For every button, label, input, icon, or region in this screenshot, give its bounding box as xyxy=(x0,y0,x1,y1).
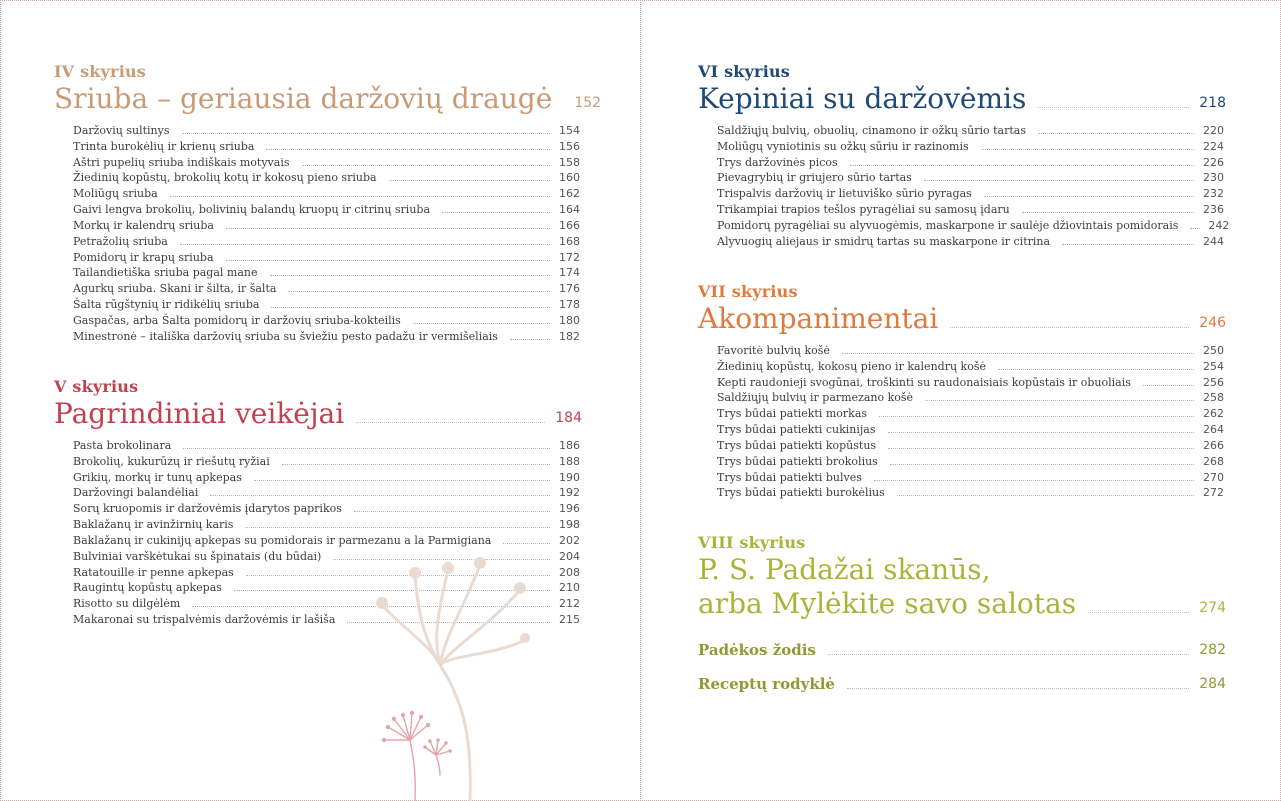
dot-leader xyxy=(413,323,550,324)
flower-illustration xyxy=(370,545,540,801)
entry-list xyxy=(73,122,580,344)
toc-entry[interactable] xyxy=(717,390,1224,406)
entry-title: Baklažanų ir avinžirnių karis xyxy=(73,518,234,532)
toc-entry[interactable] xyxy=(717,122,1224,138)
chapter-page: 184 xyxy=(555,410,582,426)
entry-title: Bulviniai varškėtukai su špinatais (du būdai) xyxy=(73,549,322,563)
dot-leader xyxy=(210,495,550,496)
chapter-page: 274 xyxy=(1199,600,1226,616)
chapter-title-row xyxy=(54,82,602,116)
entry-title: Makaronai su trispalvėmis daržovėmis ir lašiša xyxy=(73,613,336,627)
dot-leader xyxy=(879,416,1194,417)
entry-title: Pasta brokolinara xyxy=(73,438,172,452)
entry-page: 226 xyxy=(1203,155,1224,169)
dot-leader xyxy=(288,291,550,292)
chapter-viii xyxy=(698,533,1226,621)
dot-leader xyxy=(1190,228,1200,229)
entry-title: Žiedinių kopūstų, brokolių kotų ir kokosų pieno sriuba xyxy=(73,171,377,185)
entry-title: Sorų kruopomis ir daržovėmis įdarytos paprikos xyxy=(73,502,342,516)
dot-leader xyxy=(180,244,550,245)
toc-entry[interactable] xyxy=(717,374,1224,390)
entry-page: 270 xyxy=(1203,470,1224,484)
dot-leader xyxy=(925,400,1194,401)
entry-page: 250 xyxy=(1203,343,1224,357)
entry-title: Trys būdai patiekti cukinijas xyxy=(717,423,876,437)
entry-page: 164 xyxy=(559,203,580,217)
entry-page: 215 xyxy=(559,613,580,627)
chapter-title-line-2: arba Mylėkite savo salotas xyxy=(698,587,1077,620)
chapter-title-row xyxy=(698,553,1226,621)
toc-entry[interactable] xyxy=(73,122,580,138)
dot-leader xyxy=(182,133,551,134)
toc-entry[interactable] xyxy=(717,185,1224,201)
entry-page: 210 xyxy=(559,581,580,595)
entry-page: 154 xyxy=(559,123,580,137)
entry-page: 176 xyxy=(559,282,580,296)
entry-title: Risotto su dilgėlėm xyxy=(73,597,181,611)
dot-leader xyxy=(1038,133,1194,134)
entry-page: 244 xyxy=(1203,234,1224,248)
dot-leader xyxy=(254,480,550,481)
toc-entry[interactable] xyxy=(73,500,580,516)
toc-entry[interactable] xyxy=(717,154,1224,170)
dot-leader xyxy=(354,511,550,512)
entry-title: Pievagrybių ir griujero sūrio tartas xyxy=(717,171,912,185)
entry-title: Trinta burokėlių ir krienų sriuba xyxy=(73,139,255,153)
dot-leader xyxy=(389,180,550,181)
toc-entry[interactable] xyxy=(73,265,580,281)
toc-entry[interactable] xyxy=(717,342,1224,358)
entry-title: Tailandietiška sriuba pagal mane xyxy=(73,266,258,280)
dot-leader xyxy=(442,212,550,213)
toc-extra-acknowledgements[interactable] xyxy=(698,640,1226,660)
entry-page: 204 xyxy=(559,549,580,563)
chapter-page: 152 xyxy=(574,95,602,111)
toc-entry[interactable] xyxy=(73,437,580,453)
entry-page: 190 xyxy=(559,470,580,484)
dot-leader xyxy=(874,480,1194,481)
toc-entry[interactable] xyxy=(73,516,580,532)
entry-page: 174 xyxy=(559,266,580,280)
entry-page: 168 xyxy=(559,234,580,248)
entry-title: Morkų ir kalendrų sriuba xyxy=(73,218,214,232)
entry-title: Daržovingi balandėliai xyxy=(73,486,199,500)
chapter-title[interactable]: Akompanimentai xyxy=(698,302,939,335)
toc-entry[interactable] xyxy=(73,138,580,154)
toc-entry[interactable] xyxy=(717,217,1230,233)
toc-entry[interactable] xyxy=(73,201,580,217)
entry-title: Trispalvis daržovių ir lietuviško sūrio pyragas xyxy=(717,187,972,201)
entry-page: 232 xyxy=(1203,187,1224,201)
dot-leader xyxy=(1088,612,1189,613)
dot-leader xyxy=(847,688,1189,689)
dot-leader xyxy=(302,165,551,166)
entry-page: 212 xyxy=(559,597,580,611)
entry-page: 236 xyxy=(1203,203,1224,217)
dot-leader xyxy=(888,432,1195,433)
chapter-iv xyxy=(54,62,602,344)
entry-title: Pomidorų ir krapų sriuba xyxy=(73,250,214,264)
chapter-vi xyxy=(698,62,1230,249)
dot-leader xyxy=(1038,107,1189,108)
chapter-title-line-1: P. S. Padažai skanūs, xyxy=(698,553,991,586)
chapter-title[interactable]: Pagrindiniai veikėjai xyxy=(54,397,345,430)
toc-entry[interactable] xyxy=(717,405,1224,421)
toc-entry[interactable] xyxy=(73,154,580,170)
entry-title: Trikampiai trapios tešlos pyragėliai su samosų įdaru xyxy=(717,203,1010,217)
toc-entry[interactable] xyxy=(73,217,580,233)
entry-page: 188 xyxy=(559,454,580,468)
entry-title: Petražolių sriuba xyxy=(73,234,168,248)
chapter-label: VII skyrius xyxy=(698,282,798,301)
chapter-title-row xyxy=(54,397,582,431)
entry-page: 198 xyxy=(559,518,580,532)
toc-extra-recipe-index[interactable] xyxy=(698,674,1226,694)
dot-leader xyxy=(266,149,550,150)
toc-entry[interactable] xyxy=(73,233,580,249)
dot-leader xyxy=(170,196,550,197)
dot-leader xyxy=(998,369,1194,370)
chapter-title[interactable] xyxy=(698,553,1076,621)
toc-entry[interactable] xyxy=(717,233,1224,249)
dot-leader xyxy=(981,149,1194,150)
entry-title: Žiedinių kopūstų, kokosų pieno ir kalendrų košė xyxy=(717,359,986,373)
entry-page: 256 xyxy=(1203,375,1224,389)
dot-leader xyxy=(282,464,550,465)
entry-page: 158 xyxy=(559,155,580,169)
entry-title: Trys būdai patiekti morkas xyxy=(717,407,868,421)
toc-entry[interactable] xyxy=(73,185,580,201)
entry-title: Kepti raudonieji svogūnai, troškinti su raudonaisiais kopūstais ir obuoliais xyxy=(717,375,1131,389)
extra-page: 282 xyxy=(1199,642,1226,658)
toc-entry[interactable] xyxy=(717,138,1224,154)
chapter-label: VI skyrius xyxy=(698,62,791,81)
dot-leader xyxy=(828,654,1189,655)
entry-page: 242 xyxy=(1208,218,1230,232)
entry-title: Pomidorų pyragėliai su alyvuogėmis, maskarpone ir saulėje džiovintais pomidorais xyxy=(717,218,1179,232)
entry-page: 196 xyxy=(559,502,580,516)
dot-leader xyxy=(245,527,550,528)
entry-page: 172 xyxy=(559,250,580,264)
entry-page: 192 xyxy=(559,486,580,500)
entry-page: 220 xyxy=(1203,123,1224,137)
entry-page: 254 xyxy=(1203,359,1224,373)
dot-leader xyxy=(924,180,1194,181)
dot-leader xyxy=(356,422,545,423)
entry-title: Daržovių sultinys xyxy=(73,123,170,137)
entry-title: Šalta rūgštynių ir ridikėlių sriuba xyxy=(73,298,260,312)
entry-page: 266 xyxy=(1203,438,1224,452)
entry-page: 180 xyxy=(559,313,580,327)
entry-title: Baklažanų ir cukinijų apkepas su pomidorais ir parmezanu a la Parmigiana xyxy=(73,533,492,547)
entry-page: 162 xyxy=(559,187,580,201)
dot-leader xyxy=(226,260,550,261)
dot-leader xyxy=(984,196,1194,197)
entry-title: Alyvuogių aliejaus ir smidrų tartas su maskarpone ir citrina xyxy=(717,234,1051,248)
page-gutter xyxy=(640,0,641,801)
entry-title: Minestronė – itališka daržovių sriuba su šviežiu pesto padažu ir vermišeliais xyxy=(73,329,498,343)
dot-leader xyxy=(842,353,1194,354)
chapter-title[interactable]: Kepiniai su daržovėmis xyxy=(698,82,1027,115)
chapter-title[interactable]: Sriuba – geriausia daržovių draugė xyxy=(54,82,553,115)
toc-entry[interactable] xyxy=(717,485,1224,501)
entry-title: Grikių, morkų ir tunų apkepas xyxy=(73,470,242,484)
dot-leader xyxy=(950,327,1189,328)
toc-entry[interactable] xyxy=(73,296,580,312)
entry-title: Moliūgų sriuba xyxy=(73,187,158,201)
entry-page: 186 xyxy=(559,438,580,452)
entry-page: 272 xyxy=(1203,486,1224,500)
dot-leader xyxy=(226,228,550,229)
entry-title: Ratatouille ir penne apkepas xyxy=(73,565,234,579)
entry-title: Favoritė bulvių košė xyxy=(717,343,830,357)
entry-title: Agurkų sriuba. Skani ir šilta, ir šalta xyxy=(73,282,277,296)
entry-title: Trys būdai patiekti brokolius xyxy=(717,454,878,468)
entry-page: 182 xyxy=(559,329,580,343)
entry-title: Aštri pupelių sriuba indiškais motyvais xyxy=(73,155,290,169)
entry-title: Trys būdai patiekti kopūstus xyxy=(717,438,877,452)
entry-page: 156 xyxy=(559,139,580,153)
entry-title: Trys būdai patiekti burokėlius xyxy=(717,486,885,500)
dot-leader xyxy=(850,165,1194,166)
extra-title: Padėkos žodis xyxy=(698,641,816,659)
entry-title: Trys daržovinės picos xyxy=(717,155,838,169)
dot-leader xyxy=(510,339,550,340)
entry-title: Raugintų kopūstų apkepas xyxy=(73,581,222,595)
extra-page: 284 xyxy=(1199,676,1226,692)
dot-leader xyxy=(888,448,1194,449)
toc-entry[interactable] xyxy=(73,312,580,328)
toc-entry[interactable] xyxy=(717,469,1224,485)
entry-title: Trys būdai patiekti bulves xyxy=(717,470,862,484)
entry-page: 178 xyxy=(559,298,580,312)
toc-entry[interactable] xyxy=(717,437,1224,453)
toc-entry[interactable] xyxy=(73,280,580,296)
dot-leader xyxy=(270,275,551,276)
entry-page: 258 xyxy=(1203,391,1224,405)
dot-leader xyxy=(183,448,550,449)
toc-entry[interactable] xyxy=(73,170,580,186)
entry-title: Gaivi lengva brokolių, bolivinių balandų kruopų ir citrinų sriuba xyxy=(73,203,431,217)
dot-leader xyxy=(897,495,1194,496)
entry-page: 202 xyxy=(559,533,580,547)
dot-leader xyxy=(503,543,550,544)
entry-page: 264 xyxy=(1203,423,1224,437)
entry-title: Brokolių, kukurūzų ir riešutų ryžiai xyxy=(73,454,270,468)
chapter-title-row xyxy=(698,82,1226,116)
entry-title: Saldžiųjų bulvių ir parmezano košė xyxy=(717,391,914,405)
chapter-vii xyxy=(698,282,1226,500)
entry-page: 224 xyxy=(1203,139,1224,153)
toc-entry[interactable] xyxy=(73,469,580,485)
toc-entry[interactable] xyxy=(73,453,580,469)
dot-leader xyxy=(271,307,550,308)
toc-entry[interactable] xyxy=(73,485,580,501)
entry-page: 230 xyxy=(1203,171,1224,185)
dot-leader xyxy=(1022,212,1194,213)
chapter-title-row xyxy=(698,302,1226,336)
chapter-page: 246 xyxy=(1199,315,1226,331)
entry-title: Gaspačas, arba Šalta pomidorų ir daržovių sriuba-kokteilis xyxy=(73,313,401,327)
toc-entry[interactable] xyxy=(73,249,580,265)
toc-entry[interactable] xyxy=(73,328,580,344)
toc-entry[interactable] xyxy=(717,421,1224,437)
toc-entry[interactable] xyxy=(717,201,1224,217)
entry-page: 166 xyxy=(559,218,580,232)
entry-page: 160 xyxy=(559,171,580,185)
entry-page: 208 xyxy=(559,565,580,579)
entry-page: 268 xyxy=(1203,454,1224,468)
chapter-label: VIII skyrius xyxy=(698,533,806,552)
entry-title: Saldžiųjų bulvių, obuolių, cinamono ir ožkų sūrio tartas xyxy=(717,123,1026,137)
extra-title: Receptų rodyklė xyxy=(698,675,835,693)
dot-leader xyxy=(890,464,1194,465)
dot-leader xyxy=(1062,244,1194,245)
chapter-label: V skyrius xyxy=(54,377,139,396)
entry-list xyxy=(717,342,1224,500)
toc-entry[interactable] xyxy=(717,170,1224,186)
dot-leader xyxy=(1143,385,1194,386)
entry-list xyxy=(717,122,1230,249)
chapter-page: 218 xyxy=(1199,95,1226,111)
toc-entry[interactable] xyxy=(717,453,1224,469)
chapter-label: IV skyrius xyxy=(54,62,147,81)
entry-page: 262 xyxy=(1203,407,1224,421)
toc-entry[interactable] xyxy=(717,358,1224,374)
entry-title: Moliūgų vyniotinis su ožkų sūriu ir razinomis xyxy=(717,139,969,153)
